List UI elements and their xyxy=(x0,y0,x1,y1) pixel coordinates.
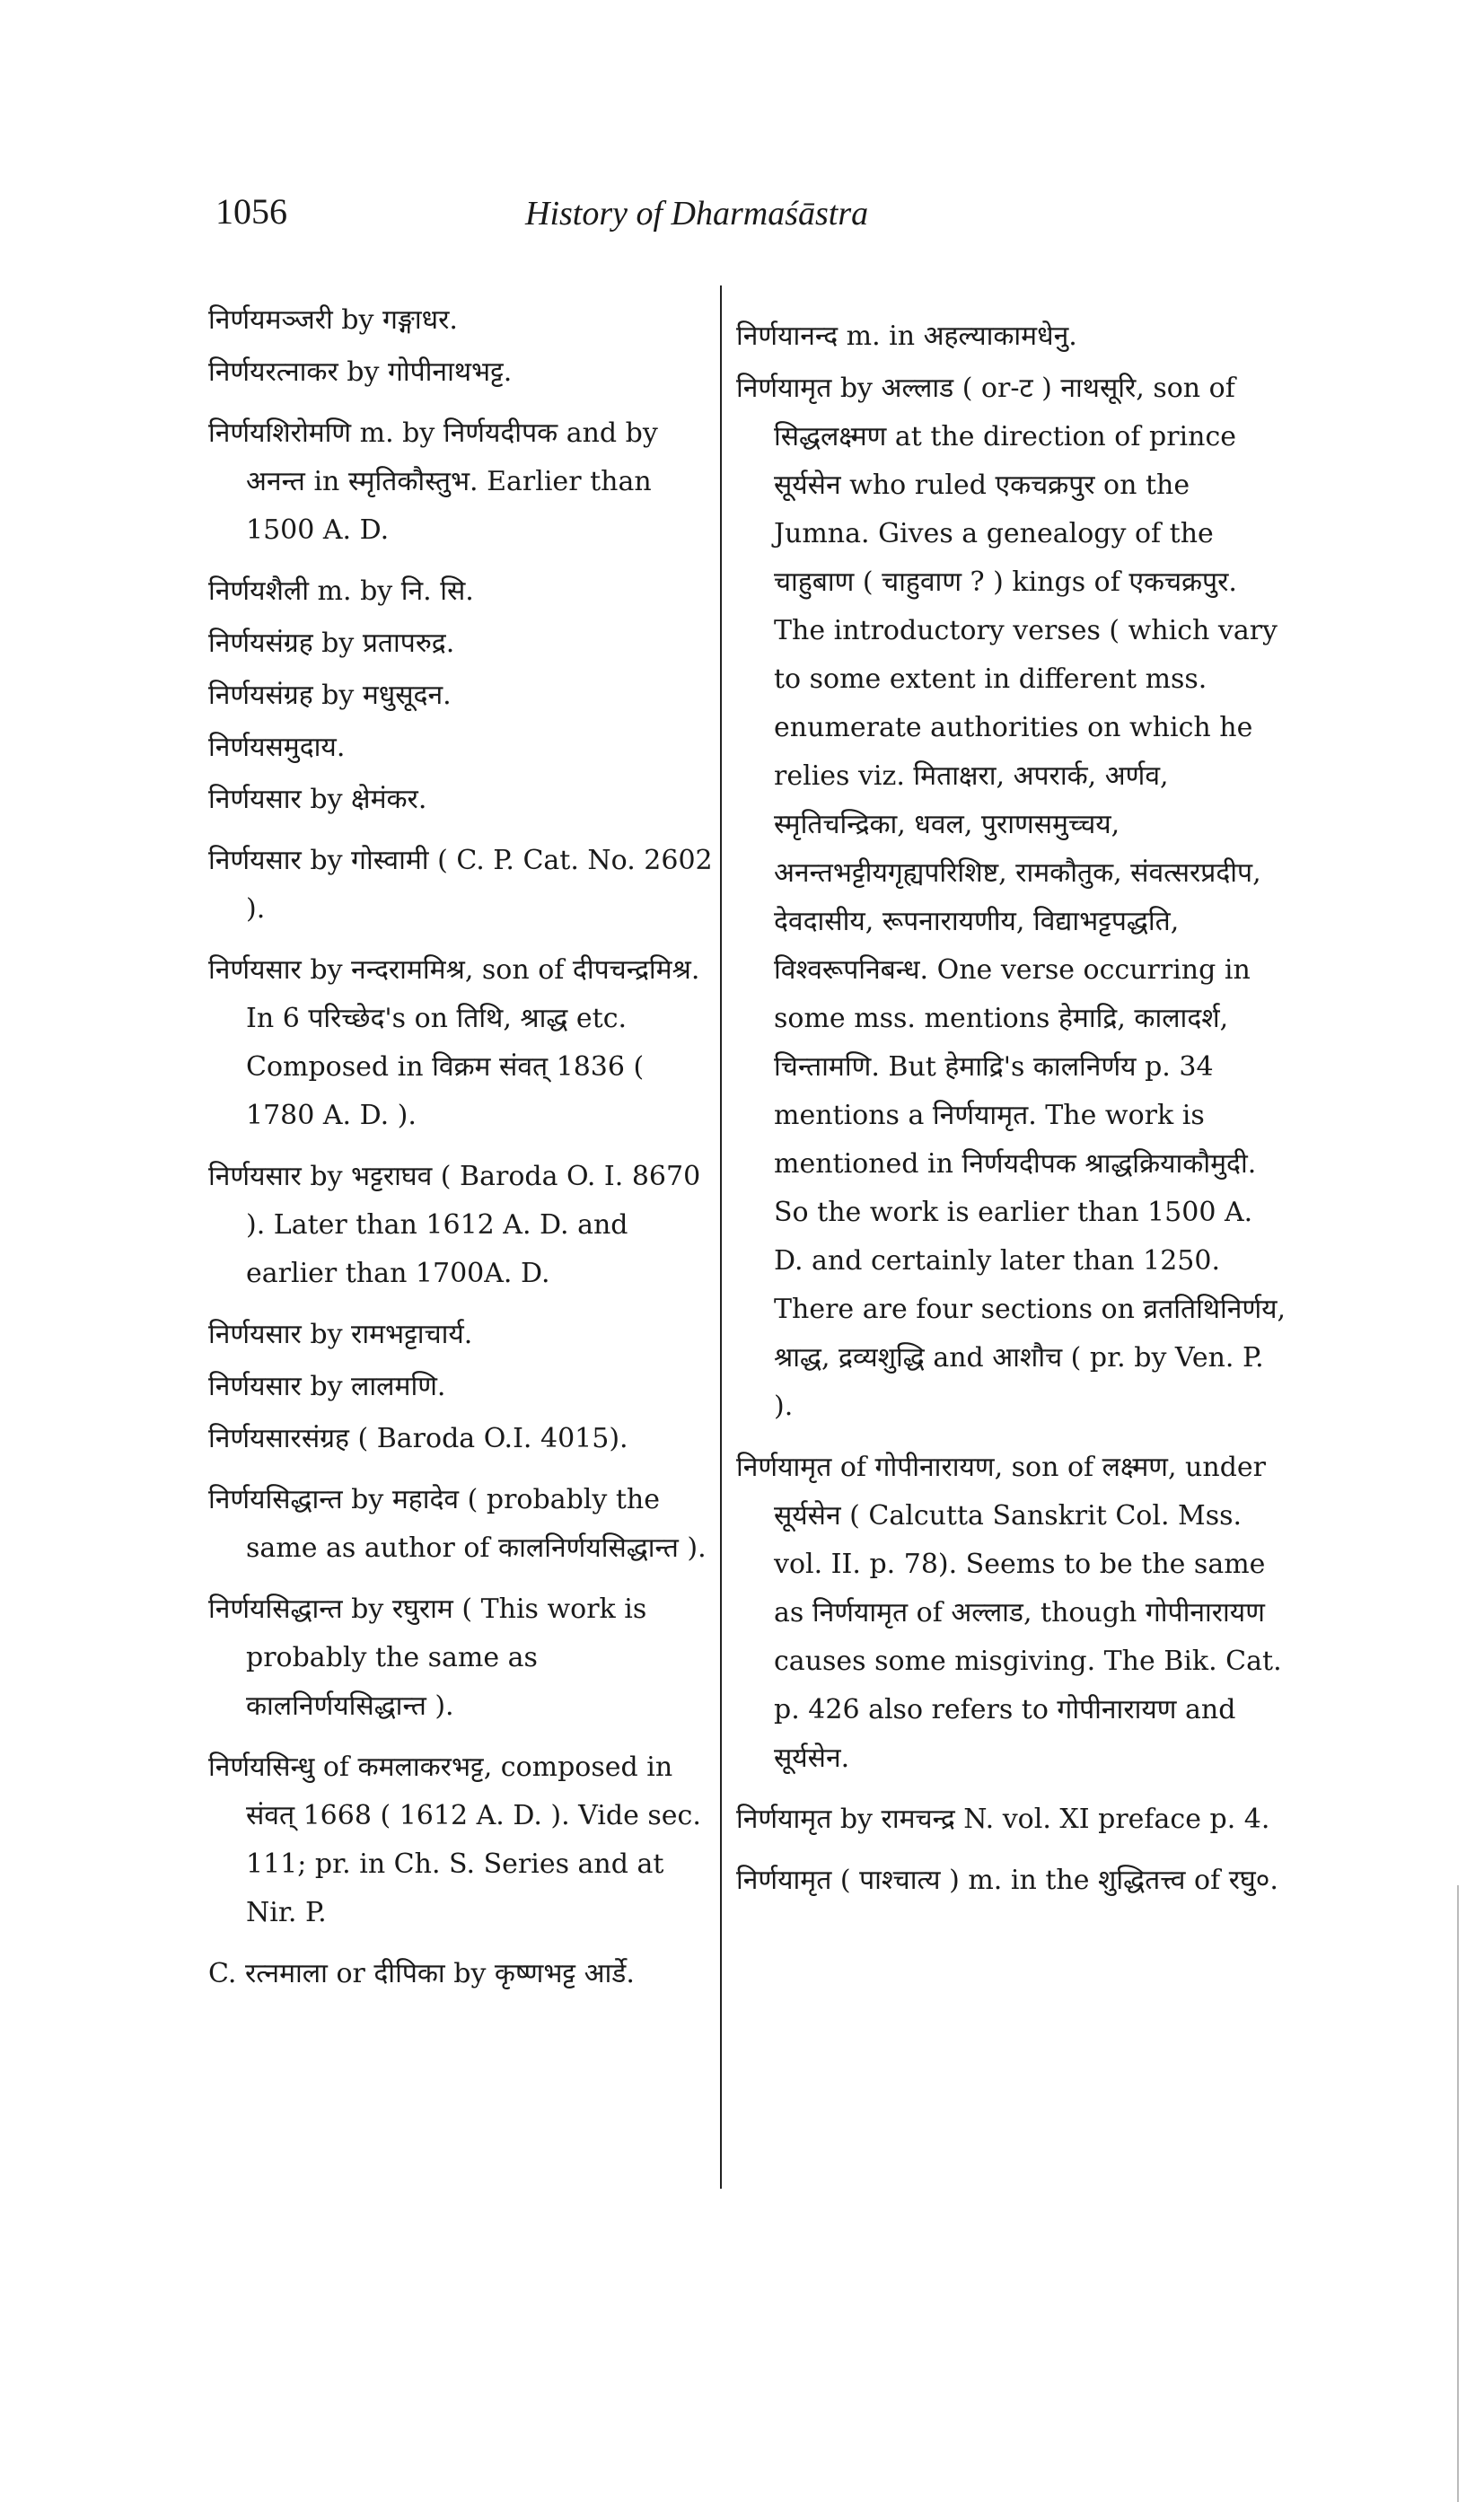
entry-nirnayasiddhanta-mahadeva: निर्णयसिद्धान्त by महादेव ( probably the same as author of कालनिर्णयसिद्धान्त ). xyxy=(208,1484,707,1564)
page-number: 1056 xyxy=(215,191,287,232)
right-column xyxy=(736,312,1288,1909)
page-header xyxy=(215,190,1005,244)
entry-nirnayasara-nandaramamishra: निर्णयसार by नन्दराममिश्र, son of दीपचन्द्रमिश्र. In 6 परिच्छेद's on तिथि, श्राद्ध etc. Composed in विक्रम संवत् 1836 ( 1780 A. D. ). xyxy=(208,954,700,1131)
scan-margin-line xyxy=(1457,1885,1459,2502)
entry-nirnayasiddhanta-raghurama: निर्णयसिद्धान्त by रघुराम ( This work is probably the same as कालनिर्णयसिद्धान्त ). xyxy=(208,1593,647,1722)
entry-nirnayasangraha-prataparudra: निर्णयसंग्रह by प्रतापरुद्र. xyxy=(208,628,455,659)
entry-nirnayasindhu: निर्णयसिन्धु of कमलाकरभट्ट, composed in संवत् 1668 ( 1612 A. D. ). Vide sec. 111; pr. in Ch. S. Series and at Nir. P. xyxy=(208,1751,701,1928)
entry-nirnayaratnakara: निर्णयरत्नाकर by गोपीनाथभट्ट. xyxy=(208,356,513,388)
entry-nirnayasamudaya: निर्णयसमुदाय. xyxy=(208,732,346,763)
entry-nirnayasangraha-madhusudana: निर्णयसंग्रह by मधुसूदन. xyxy=(208,680,452,711)
entry-nirnayashiromani: निर्णयशिरोमणि m. by निर्णयदीपक and by अनन्त in स्मृतिकौस्तुभ. Earlier than 1500 A. D. xyxy=(208,417,658,546)
entry-nirnayamrita-pashchatya: निर्णयामृत ( पाश्चात्य ) m. in the शुद्धितत्त्व of रघु०. xyxy=(736,1865,1278,1896)
entry-nirnayananda: निर्णयानन्द m. in अहल्याकामधेनु. xyxy=(736,320,1077,352)
left-column xyxy=(208,296,716,2002)
entry-nirnayasara-kshemankara: निर्णयसार by क्षेमंकर. xyxy=(208,784,427,815)
entry-nirnayasara-bhattaraghava: निर्णयसार by भट्टराघव ( Baroda O. I. 8670 ). Later than 1612 A. D. and earlier than 1700A. D. xyxy=(208,1161,701,1289)
entry-nirnayamrita-gopinarayana: निर्णयामृत of गोपीनारायण, son of लक्ष्मण, under सूर्यसेन ( Calcutta Sanskrit Col. Mss. vol. II. p. 78). Seems to be the same as निर्णयामृत of अल्लाड, though गोपीनारायण causes some misgiving. The Bik. Cat. p. 426 also refers to गोपीनारायण and सूर्यसेन. xyxy=(736,1452,1282,1774)
entry-nirnayamrita-allada: निर्णयामृत by अल्लाड ( or-ट ) नाथसूरि, son of सिद्धलक्ष्मण at the direction of prince सूर्यसेन who ruled एकचक्रपुर on the Jumna. Gives a genealogy of the चाहुबाण ( चाहुवाण ? ) kings of एकचक्रपुर. The introductory verses ( which vary to some extent in different mss. enumerate authorities on which he relies viz. मिताक्षरा, अपरार्क, अर्णव, स्मृतिचन्द्रिका, धवल, पुराणसमुच्चय, अनन्तभट्टीयगृह्यपरिशिष्ट, रामकौतुक, संवत्सरप्रदीप, देवदासीय, रूपनारायणीय, विद्याभट्टपद्धति, विश्वरूपनिबन्ध. One verse occurring in some mss. mentions हेमाद्रि, कालादर्श, चिन्तामणि. But हेमाद्रि's कालनिर्णय p. 34 mentions a निर्णयामृत. The work is mentioned in निर्णयदीपक श्राद्धक्रियाकौमुदी. So the work is earlier than 1500 A. D. and certainly later than 1250. There are four sections on व्रततिथिनिर्णय, श्राद्ध, द्रव्यशुद्धि and आशौच ( pr. by Ven. P. ). xyxy=(736,373,1286,1422)
entry-nirnayamanjari: निर्णयमञ्जरी by गङ्गाधर. xyxy=(208,304,458,336)
entry-nirnayasara-gosvami: निर्णयसार by गोस्वामी ( C. P. Cat. No. 2602 ). xyxy=(208,845,713,925)
entry-ratnamala: C. रत्नमाला or दीपिका by कृष्णभट्ट आर्डे. xyxy=(208,1958,635,1989)
entry-nirnayashaili: निर्णयशैली m. by नि. सि. xyxy=(208,575,474,607)
entry-nirnayasara-lalamani: निर्णयसार by लालमणि. xyxy=(208,1371,446,1402)
entry-nirnayasara-ramabhattacharya: निर्णयसार by रामभट्टाचार्य. xyxy=(208,1319,473,1350)
entry-nirnayamrita-ramachandra: निर्णयामृत by रामचन्द्र N. vol. XI preface p. 4. xyxy=(736,1804,1270,1835)
column-divider xyxy=(720,285,722,2189)
running-title: History of Dharmaśāstra xyxy=(525,195,869,233)
entry-nirnayasarasangraha: निर्णयसारसंग्रह ( Baroda O.I. 4015). xyxy=(208,1423,628,1454)
